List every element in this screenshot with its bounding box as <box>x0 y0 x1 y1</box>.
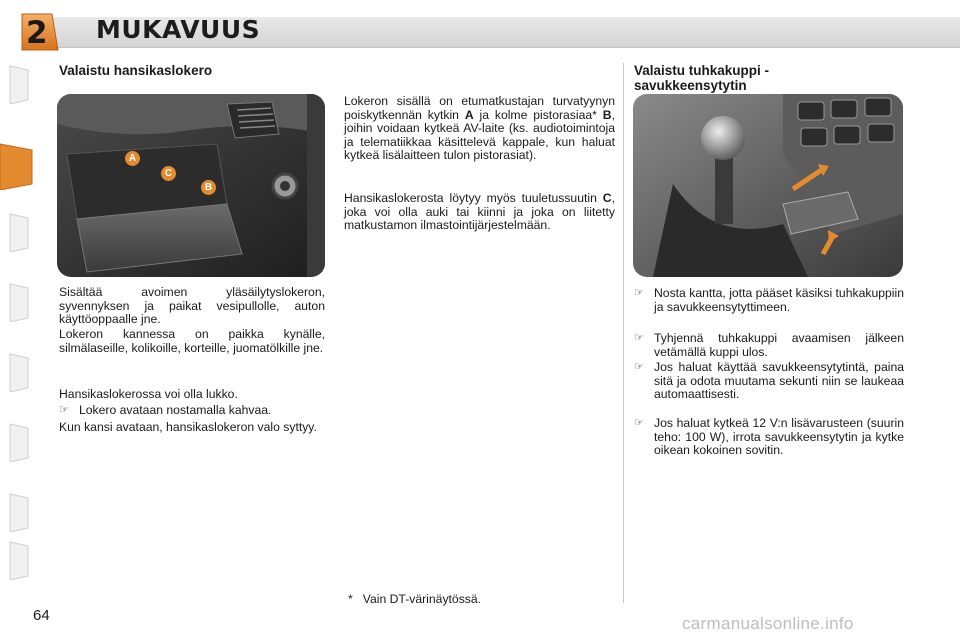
column-divider <box>623 63 624 603</box>
middle-para-2: Hansikaslokerosta löytyy myös tuuletussuutin C, joka voi olla auki tai kiinni ja joka on liitetty matkustamon ilmastointijärjestelmään. <box>344 191 615 233</box>
photo-label-a: A <box>125 151 140 166</box>
side-tab-active[interactable] <box>0 142 36 178</box>
ashtray-bullet-2: ☞ Tyhjennä tuhkakuppi avaamisen jälkeen vetämällä kuppi ulos. <box>634 331 904 359</box>
photo-label-b: B <box>201 180 216 195</box>
ref-b: B <box>602 107 612 122</box>
bullet-hand-icon: ☞ <box>634 332 644 344</box>
glovebox-para-1: Sisältää avoimen yläsäilytyslokeron, syvennyksen ja paikat vesipullolle, auton käyttöoppaalle jne. <box>59 285 325 327</box>
glovebox-para-3: Hansikaslokerossa voi olla lukko. <box>59 387 238 401</box>
ref-a: A <box>464 107 474 122</box>
ref-c: C <box>602 191 612 205</box>
footnote: * Vain DT-värinäytössä. <box>348 592 482 606</box>
side-tab[interactable] <box>0 282 32 318</box>
glovebox-photo <box>57 94 325 277</box>
bullet-hand-icon: ☞ <box>634 361 644 373</box>
glovebox-para-2: Lokeron kannessa on paikka kynälle, silmälaseille, kolikoille, korteille, juomatölkille jne. <box>59 327 325 355</box>
bullet-hand-icon: ☞ <box>59 404 69 416</box>
ashtray-bullet-1: ☞ Nosta kantta, jotta pääset käsiksi tuhkakuppiin ja savukkeensytyttimeen. <box>634 286 904 314</box>
ashtray-bullet-3: ☞ Jos haluat käyttää savukkeensytytintä, paina sitä ja odota muutama sekunti niin se laukeaa automaattisesti. <box>634 360 904 402</box>
side-tab-strip <box>0 64 36 576</box>
side-tab[interactable] <box>0 212 32 248</box>
ashtray-photo <box>633 94 903 277</box>
photo-label-c: C <box>161 166 176 181</box>
glovebox-para-4: Kun kansi avataan, hansikaslokeron valo syttyy. <box>59 420 317 434</box>
glovebox-heading: Valaistu hansikaslokero <box>59 63 213 78</box>
glovebox-bullet: ☞ Lokero avataan nostamalla kahvaa. <box>59 403 272 417</box>
chapter-number: 2 <box>26 15 48 51</box>
chapter-title: MUKAVUUS <box>96 15 261 44</box>
middle-para-1: Lokeron sisällä on etumatkustajan turvatyynyn poiskytkennän kytkin A ja kolme pistorasiaa* B, joihin voidaan kytkeä AV-laite (ks. audiotoimintoja ja telematiikkaa käsittelevä kappale, kun haluat kytkeä lisälaitteen tulon pistorasiat). <box>344 94 615 163</box>
ashtray-bullet-4: ☞ Jos haluat kytkeä 12 V:n lisävarusteen (suurin teho: 100 W), irrota savukkeensytytin ja kytke oikean kokoinen sovitin. <box>634 416 904 458</box>
page-number: 64 <box>33 607 50 624</box>
bullet-hand-icon: ☞ <box>634 287 644 299</box>
bullet-hand-icon: ☞ <box>634 417 644 429</box>
chapter-badge <box>18 10 60 54</box>
ashtray-heading: Valaistu tuhkakuppi - savukkeensytytin <box>634 63 770 93</box>
side-tab[interactable] <box>0 540 32 576</box>
side-tab[interactable] <box>0 352 32 388</box>
side-tab[interactable] <box>0 422 32 458</box>
side-tab[interactable] <box>0 492 32 528</box>
watermark[interactable]: carmanualsonline.info <box>682 614 854 633</box>
side-tab[interactable] <box>0 64 32 100</box>
